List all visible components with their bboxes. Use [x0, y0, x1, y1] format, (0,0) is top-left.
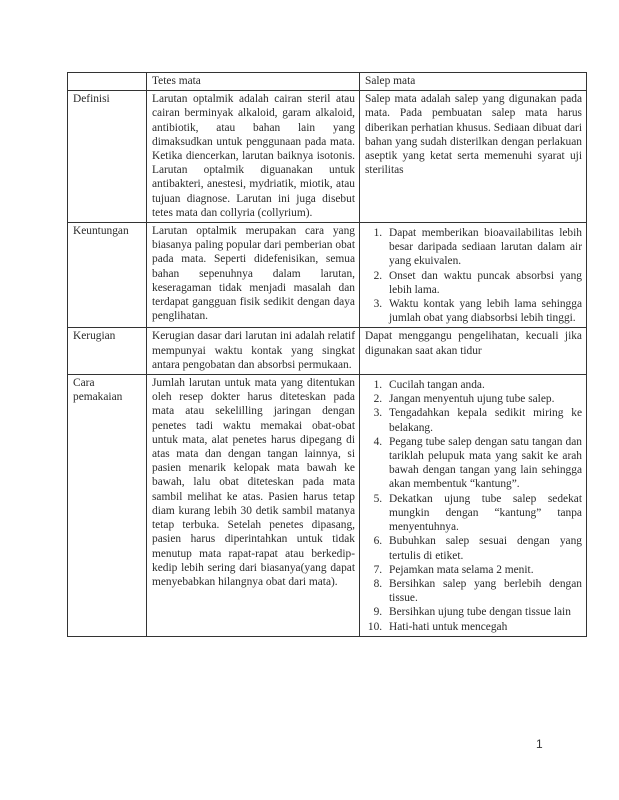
list-item: 1. Dapat memberikan bioavailabilitas lebih besar daripada sediaan larutan dalam air yang ekuivalen. [385, 226, 582, 269]
list-item: 7. Pejamkan mata selama 2 menit. [385, 563, 582, 577]
list-item: 4. Pegang tube salep dengan satu tangan dan tariklah pelupuk mata yang sakit ke arah bawah dengan tangan yang lain sehingga akan membentuk “kantung”. [385, 435, 582, 492]
list-item: 3. Tengadahkan kepala sedikit miring ke belakang. [385, 406, 582, 434]
table-row-cara-pemakaian [68, 375, 587, 637]
list-item: 5. Dekatkan ujung tube salep sedekat mungkin dengan “kantung” tanpa menyentuhnya. [385, 492, 582, 535]
cell-salep-definisi: Salep mata adalah salep yang digunakan pada mata. Pada pembuatan salep mata harus diberikan perhatian khusus. Sediaan dibuat dari bahan yang sudah disterilkan dengan perlakuan aseptik yang ketat serta memenuhi syarat uji sterilitas [360, 91, 587, 223]
cara-pemakaian-list [365, 378, 582, 634]
row-label: Keuntungan [68, 223, 147, 328]
list-item: 8. Bersihkan salep yang berlebih dengan tissue. [385, 577, 582, 605]
table-row-keuntungan [68, 223, 587, 328]
header-cell-salep-mata: Salep mata [360, 73, 587, 91]
list-item: 2. Onset dan waktu puncak absorbsi yang lebih lama. [385, 269, 582, 297]
list-item: 6. Bubuhkan salep sesuai dengan yang tertulis di etiket. [385, 534, 582, 562]
table-row-definisi [68, 91, 587, 223]
list-item: 10. Hati-hati untuk mencegah [385, 620, 582, 634]
row-label: Cara pemakaian [68, 375, 147, 637]
list-item: 1. Cucilah tangan anda. [385, 378, 582, 392]
table-header-row [68, 73, 587, 91]
comparison-table [67, 72, 587, 637]
cell-tetes-cara-pemakaian: Jumlah larutan untuk mata yang ditentukan oleh resep dokter harus diteteskan pada mata atau sekelilling jaringan dengan penetes tadi waktu memakai obat-obat untuk mata, alat penetes harus dipegang di atas mata dan dengan tangan lainnya, si pasien menarik kelopak mata bawah ke bawah, lalu obat diteteskan pada mata sambil melihat ke atas. Pasien harus tetap diam kurang lebih 30 detik sambil matanya tetap terbuka. Setelah penetes dipasang, pasien harus diperintahkan untuk tidak menutup mata rapat-rapat atau berkedip-kedip lebih sering dari biasanya(yang dapat menyebabkan hilangnya obat dari mata). [147, 375, 360, 637]
cell-salep-keuntungan [360, 223, 587, 328]
table-row-kerugian [68, 328, 587, 375]
list-item: 9. Bersihkan ujung tube dengan tissue lain [385, 605, 582, 619]
cell-tetes-keuntungan: Larutan optalmik merupakan cara yang biasanya paling popular dari pemberian obat pada mata. Seperti didefenisikan, semua bahan sepenuhnya dalam larutan, keseragaman tidak menjadi masalah dan terdapat gangguan fisik sedikit dengan daya penglihatan. [147, 223, 360, 328]
cell-tetes-kerugian: Kerugian dasar dari larutan ini adalah relatif mempunyai waktu kontak yang singkat antara pengobatan dan absorbsi permukaan. [147, 328, 360, 375]
list-item: 3. Waktu kontak yang lebih lama sehingga jumlah obat yang diabsorbsi lebih tinggi. [385, 297, 582, 325]
cell-tetes-definisi: Larutan optalmik adalah cairan steril atau cairan berminyak alkaloid, garam alkaloid, antibiotik, atau bahan lain yang dimaksudkan untuk penggunaan pada mata. Ketika diencerkan, larutan baiknya isotonis. Larutan optalmik diguanakan untuk antibakteri, anestesi, mydriatik, miotik, atau tujuan diagnose. Larutan ini juga disebut tetes mata dan collyria (collyrium). [147, 91, 360, 223]
list-item: 2. Jangan menyentuh ujung tube salep. [385, 392, 582, 406]
row-label: Kerugian [68, 328, 147, 375]
cell-salep-kerugian: Dapat menggangu pengelihatan, kecuali jika digunakan saat akan tidur [360, 328, 587, 375]
header-cell-tetes-mata: Tetes mata [147, 73, 360, 91]
keuntungan-list [365, 226, 582, 325]
cell-salep-cara-pemakaian [360, 375, 587, 637]
page-number: 1 [536, 737, 543, 751]
row-label: Definisi [68, 91, 147, 223]
header-cell-empty [68, 73, 147, 91]
